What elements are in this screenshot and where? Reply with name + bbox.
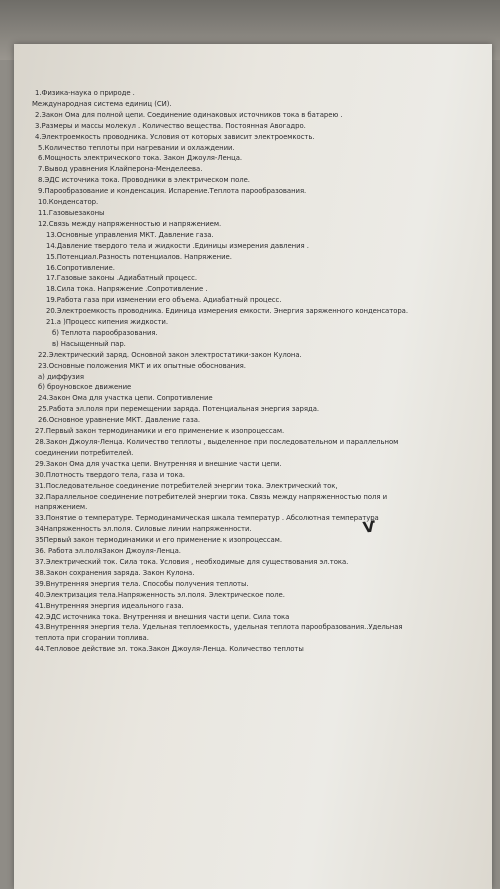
list-item: 3.Размеры и массы молекул . Количество вещества. Постоянная Авогадро. bbox=[35, 121, 306, 130]
list-item: 5.Количество теплоты при нагревании и охлаждении. bbox=[38, 143, 235, 152]
list-item: 24.Закон Ома для участка цепи. Сопротивление bbox=[38, 394, 213, 403]
list-item: 35Первый закон термодинамики и его применение к изопроцессам. bbox=[35, 536, 282, 545]
list-item: 42.ЭДС источника тока. Внутренняя и внешния части цепи. Сила тока bbox=[35, 612, 290, 621]
list-item: 32.Параллельное соединение потребителей энергии тока. Связь между напряженностью поля и bbox=[35, 492, 388, 501]
list-item: 6.Мощность электрического тока. Закон Джоуля-Ленца. bbox=[38, 154, 243, 163]
list-item: теплота при сгорании топлива. bbox=[35, 634, 149, 643]
list-item: соединении потребителей. bbox=[35, 448, 134, 457]
list-item: 15.Потенциал.Разность потенциалов. Напряжение. bbox=[46, 252, 232, 261]
list-item: 16.Сопротивление. bbox=[46, 263, 115, 272]
list-item: Международная система единиц (СИ). bbox=[32, 99, 172, 108]
list-item: 33.Понятие о температуре. Термодинамическая шкала температур . Абсолютная температура bbox=[35, 514, 379, 523]
list-item: 22.Электрический заряд. Основной закон электростатики-закон Кулона. bbox=[38, 350, 302, 359]
list-item: 23.Основные положения МКТ и их опытные обоснования. bbox=[38, 361, 246, 370]
list-item: 9.Парообразование и конденсация. Испарение.Теплота парообразования. bbox=[38, 187, 307, 196]
list-item: 40.Электризация тела.Напряженность эл.поля. Электрическое поле. bbox=[35, 590, 285, 599]
list-item: 36. Работа эл.поляЗакон Джоуля-Ленца. bbox=[35, 547, 181, 556]
list-item: 18.Сила тока. Напряжение .Сопротивление . bbox=[46, 285, 208, 294]
list-item: 13.Основные управления МКТ. Давление газа. bbox=[46, 230, 214, 239]
list-item: б) броуновское движение bbox=[38, 383, 132, 392]
list-item: 7.Вывод уравнения Клайперона-Менделеева. bbox=[38, 165, 203, 174]
list-item: 28.Закон Джоуля-Ленца. Количество теплоты , выделенное при последовательном и параллельном bbox=[35, 438, 399, 446]
list-item: 31.Последовательное соединение потребителей энергии тока. Электрический ток, bbox=[35, 481, 338, 490]
list-item: 11.Газовыезаконы bbox=[38, 208, 105, 217]
question-list bbox=[32, 88, 472, 655]
list-item: 43.Внутренняя энергия тела. Удельная теплоемкость, удельная теплота парообразования..Удельная bbox=[35, 623, 403, 632]
list-item: а) диффузия bbox=[38, 372, 84, 381]
handwritten-mark: Ѵ bbox=[361, 517, 377, 537]
list-item: 25.Работа эл.поля при перемещении заряда. Потенциальная энергия заряда. bbox=[38, 405, 320, 414]
list-item: 26.Основное уравнение МКТ. Давление газа. bbox=[38, 416, 201, 425]
list-item: 27.Первый закон термодинамики и его применение к изопроцессам. bbox=[35, 427, 285, 436]
list-item: 17.Газовые законы .Адиабатный процесс. bbox=[46, 274, 197, 283]
list-item: 41.Внутренняя энергия идеального газа. bbox=[35, 601, 184, 610]
list-item: 29.Закон Ома для участка цепи. Внутренняя и внешние части цепи. bbox=[35, 459, 282, 468]
list-item: б) Теплота парообразования. bbox=[52, 328, 158, 337]
list-item: 39.Внутренняя энергия тела. Способы получения теплоты. bbox=[35, 579, 249, 588]
list-item: 37.Электрический ток. Сила тока. Условия , необходимые для существования эл.тока. bbox=[35, 557, 349, 566]
list-item: 1.Физика-наука о природе . bbox=[35, 89, 135, 97]
list-item: 38.Закон сохранения заряда. Закон Кулона. bbox=[35, 568, 195, 577]
list-item: 30.Плотность твердого тела, газа и тока. bbox=[35, 470, 185, 479]
list-item: 2.Закон Ома для полной цепи. Соединение одинаковых источников тока в батарею . bbox=[35, 110, 343, 119]
list-item: 20.Электроемкость проводника. Единица измерения емкости. Энергия заряженного конденсатора. bbox=[46, 307, 408, 316]
list-item: 12.Связь между напряженностью и напряжением. bbox=[38, 219, 222, 228]
list-item: в) Насыщенный пар. bbox=[52, 339, 126, 348]
list-item: 8.ЭДС источника тока. Проводники в электрическом поле. bbox=[38, 176, 250, 185]
list-item: 21.а )Процесс кипения жидкости. bbox=[46, 318, 168, 327]
list-item: 19.Работа газа при изменении его объема. Адиабатный процесс. bbox=[46, 296, 282, 305]
list-item: 34Напряженность эл.поля. Силовые линии напряженности. bbox=[35, 525, 252, 534]
list-item: 4.Электроемкость проводника. Условия от которых зависит электроемкость. bbox=[35, 132, 315, 141]
list-item: 10.Конденсатор. bbox=[38, 198, 99, 207]
list-item: 14.Давление твердого тела и жидкости .Единицы измерения давления . bbox=[46, 241, 309, 250]
list-item: 44.Тепловое действие эл. тока.Закон Джоуля-Ленца. Количество теплоты bbox=[35, 645, 304, 654]
list-item: напряжением. bbox=[35, 503, 88, 512]
